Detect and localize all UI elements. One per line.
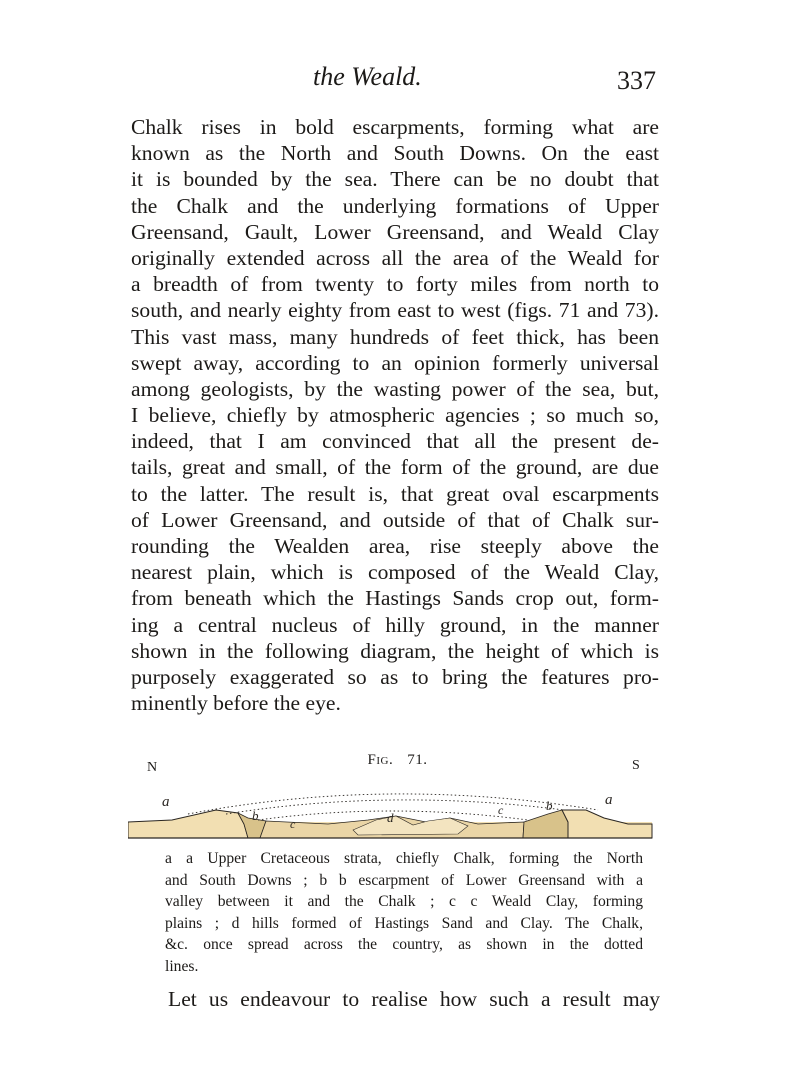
figure-label	[0, 752, 795, 769]
body-line: shown in the following diagram, the height of which is	[131, 638, 659, 663]
figure-letter-a-left: a	[162, 794, 170, 810]
body-line: minently before the eye.	[131, 691, 341, 716]
caption-line: lines.	[165, 957, 199, 975]
caption-line: valley between it and the Chalk ; c c Weald Clay, forming	[165, 893, 643, 910]
chalk-right	[562, 810, 652, 838]
north-label: N	[147, 760, 158, 775]
running-title: the Weald.	[313, 62, 422, 91]
body-line: swept away, according to an opinion formerly universal	[131, 350, 659, 375]
body-line: to the latter. The result is, that great oval escarpments	[131, 481, 659, 506]
figure-letter-b-right: b	[546, 798, 553, 813]
closing-text	[168, 986, 660, 1012]
page-number: 337	[617, 66, 656, 95]
body-line: purposely exaggerated so as to bring the features pro-	[131, 664, 659, 689]
south-label: S	[632, 758, 640, 773]
running-head	[0, 62, 795, 102]
geological-section-diagram	[128, 780, 658, 842]
body-line: indeed, that I am convinced that all the present de-	[131, 429, 659, 454]
body-text	[131, 114, 659, 716]
body-line: known as the North and South Downs. On the east	[131, 141, 659, 166]
body-line: it is bounded by the sea. There can be no doubt that	[131, 167, 659, 192]
caption-line: and South Downs ; b b escarpment of Lower Greensand with a	[165, 871, 643, 889]
figure-letter-d: d	[387, 810, 394, 825]
body-line: from beneath which the Hastings Sands crop out, form-	[131, 586, 659, 611]
caption-line: &c. once spread across the country, as shown in the dotted	[165, 936, 643, 953]
figure-letter-c-right: c	[498, 803, 504, 817]
body-line: rounding the Wealden area, rise steeply above the	[131, 534, 659, 558]
body-line: among geologists, by the wasting power of the sea, but,	[131, 376, 659, 401]
body-line: of Lower Greensand, and outside of that of Chalk sur-	[131, 507, 659, 532]
body-line: south, and nearly eighty from east to west (figs. 71 and 73).	[131, 298, 659, 323]
figure-letter-b-left: b	[252, 808, 259, 823]
closing-line: Let us endeavour to realise how such a result may	[168, 987, 660, 1011]
figure-caption	[165, 848, 643, 977]
chalk-left	[128, 810, 248, 838]
figure-letter-a-right: a	[605, 792, 613, 808]
body-line: Chalk rises in bold escarpments, forming what are	[131, 115, 659, 139]
caption-line: plains ; d hills formed of Hastings Sand and Clay. The Chalk,	[165, 914, 643, 932]
body-line: I believe, chiefly by atmospheric agencies ; so much so,	[131, 403, 659, 428]
body-line: nearest plain, which is composed of the Weald Clay,	[131, 560, 659, 585]
figure-letter-c-left: c	[290, 817, 296, 831]
body-line: originally extended across all the area of the Weald for	[131, 245, 659, 270]
body-line: tails, great and small, of the form of the ground, are due	[131, 455, 659, 480]
body-line: ing a central nucleus of hilly ground, in the manner	[131, 612, 659, 637]
body-line: Greensand, Gault, Lower Greensand, and Weald Clay	[131, 219, 659, 244]
dotted-restoration-middle	[226, 800, 564, 814]
body-line: a breadth of from twenty to forty miles from north to	[131, 272, 659, 297]
body-line: the Chalk and the underlying formations of Upper	[131, 193, 659, 218]
body-line: This vast mass, many hundreds of feet thick, has been	[131, 324, 659, 349]
figure-label-number: 71.	[407, 752, 428, 768]
greensand-right	[523, 810, 568, 838]
figure-label-prefix: Fig.	[367, 752, 394, 768]
caption-line: a a Upper Cretaceous strata, chiefly Chalk, forming the North	[165, 850, 643, 867]
